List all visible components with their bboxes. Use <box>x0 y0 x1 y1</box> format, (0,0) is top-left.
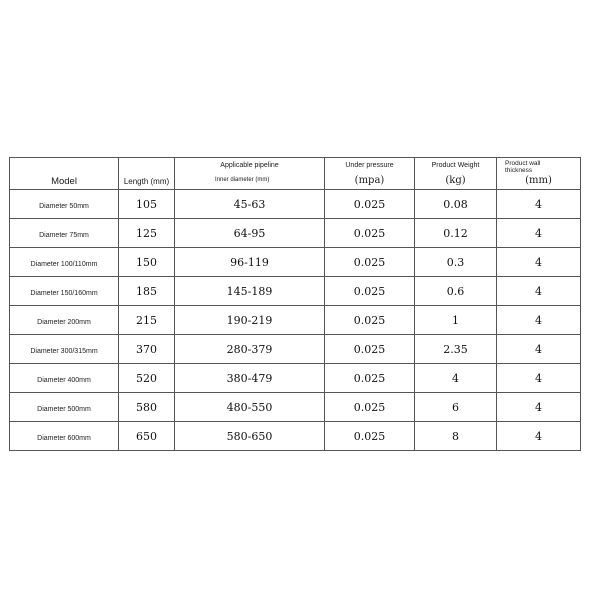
cell-pipeline <box>175 364 325 393</box>
cell-weight <box>415 219 497 248</box>
cell-model <box>10 277 119 306</box>
weight-value: 0.08 <box>443 198 468 211</box>
header-model-cell <box>10 158 119 190</box>
model-value: Diameter 50mm <box>39 203 89 210</box>
header-pipeline-sub: Inner diameter (mm) <box>215 177 270 183</box>
cell-wall <box>497 219 581 248</box>
length-value: 650 <box>136 430 157 443</box>
cell-length <box>119 219 175 248</box>
cell-weight <box>415 277 497 306</box>
model-value: Diameter 400mm <box>37 377 91 384</box>
cell-wall <box>497 364 581 393</box>
wall-value: 4 <box>535 401 542 414</box>
pressure-value: 0.025 <box>353 343 386 356</box>
header-weight-unit: (kg) <box>445 175 466 186</box>
table-row <box>10 364 581 393</box>
weight-value: 0.6 <box>446 285 465 298</box>
pressure-value: 0.025 <box>353 372 386 385</box>
cell-pressure <box>325 422 415 451</box>
cell-model <box>10 393 119 422</box>
weight-value: 0.12 <box>443 227 468 240</box>
weight-value: 0.3 <box>446 256 465 269</box>
wall-value: 4 <box>535 314 542 327</box>
length-value: 185 <box>136 285 157 298</box>
cell-wall <box>497 422 581 451</box>
model-value: Diameter 150/160mm <box>30 290 98 297</box>
length-value: 520 <box>136 372 157 385</box>
cell-length <box>119 248 175 277</box>
pipeline-value: 580-650 <box>226 430 273 443</box>
cell-weight <box>415 306 497 335</box>
wall-value: 4 <box>535 285 542 298</box>
cell-pipeline <box>175 219 325 248</box>
pipeline-value: 64-95 <box>233 227 266 240</box>
pipeline-value: 380-479 <box>226 372 273 385</box>
pipeline-value: 280-379 <box>226 343 273 356</box>
weight-value: 8 <box>452 430 459 443</box>
cell-model <box>10 219 119 248</box>
pressure-value: 0.025 <box>353 256 386 269</box>
pipeline-value: 145-189 <box>226 285 273 298</box>
wall-value: 4 <box>535 198 542 211</box>
cell-weight <box>415 190 497 219</box>
cell-model <box>10 364 119 393</box>
header-pressure-cell <box>325 158 415 190</box>
cell-weight <box>415 248 497 277</box>
cell-pressure <box>325 335 415 364</box>
header-pipeline: Applicable pipeline <box>220 162 279 169</box>
pressure-value: 0.025 <box>353 430 386 443</box>
cell-pressure <box>325 364 415 393</box>
length-value: 105 <box>136 198 157 211</box>
header-wall-unit: (mm) <box>525 175 552 186</box>
cell-weight <box>415 335 497 364</box>
wall-value: 4 <box>535 256 542 269</box>
cell-pressure <box>325 248 415 277</box>
spec-table <box>9 157 581 451</box>
weight-value: 2.35 <box>443 343 468 356</box>
header-wall: Product wall thickness <box>505 160 541 174</box>
cell-wall <box>497 335 581 364</box>
cell-pressure <box>325 219 415 248</box>
model-value: Diameter 200mm <box>37 319 91 326</box>
length-value: 370 <box>136 343 157 356</box>
pipeline-value: 96-119 <box>230 256 269 269</box>
model-value: Diameter 500mm <box>37 406 91 413</box>
header-length: Length (mm) <box>123 177 170 186</box>
cell-model <box>10 306 119 335</box>
cell-length <box>119 393 175 422</box>
table-header-row <box>10 158 581 190</box>
cell-model <box>10 190 119 219</box>
pressure-value: 0.025 <box>353 227 386 240</box>
cell-weight <box>415 364 497 393</box>
table-row <box>10 422 581 451</box>
model-value: Diameter 100/110mm <box>30 261 98 268</box>
cell-length <box>119 335 175 364</box>
table-row <box>10 277 581 306</box>
cell-length <box>119 306 175 335</box>
model-value: Diameter 75mm <box>39 232 89 239</box>
length-value: 215 <box>136 314 157 327</box>
header-length-cell <box>119 158 175 190</box>
cell-pipeline <box>175 335 325 364</box>
pressure-value: 0.025 <box>353 401 386 414</box>
wall-value: 4 <box>535 227 542 240</box>
table-row <box>10 393 581 422</box>
cell-weight <box>415 393 497 422</box>
cell-model <box>10 335 119 364</box>
header-pressure: Under pressure <box>345 162 394 169</box>
header-model: Model <box>51 176 77 187</box>
cell-wall <box>497 393 581 422</box>
cell-pressure <box>325 393 415 422</box>
cell-pipeline <box>175 190 325 219</box>
length-value: 150 <box>136 256 157 269</box>
cell-wall <box>497 277 581 306</box>
wall-value: 4 <box>535 372 542 385</box>
cell-wall <box>497 306 581 335</box>
cell-length <box>119 277 175 306</box>
header-wall-cell <box>497 158 581 190</box>
cell-wall <box>497 248 581 277</box>
header-weight-cell <box>415 158 497 190</box>
wall-value: 4 <box>535 343 542 356</box>
weight-value: 6 <box>452 401 459 414</box>
pipeline-value: 480-550 <box>226 401 273 414</box>
weight-value: 4 <box>452 372 459 385</box>
cell-pipeline <box>175 306 325 335</box>
header-weight: Product Weight <box>431 162 480 169</box>
table-row <box>10 248 581 277</box>
cell-pipeline <box>175 277 325 306</box>
spec-table-body <box>10 158 581 451</box>
cell-model <box>10 248 119 277</box>
table-row <box>10 306 581 335</box>
cell-pipeline <box>175 422 325 451</box>
model-value: Diameter 600mm <box>37 435 91 442</box>
cell-length <box>119 364 175 393</box>
cell-pressure <box>325 306 415 335</box>
weight-value: 1 <box>452 314 459 327</box>
cell-model <box>10 422 119 451</box>
cell-pressure <box>325 190 415 219</box>
table-row <box>10 335 581 364</box>
cell-length <box>119 422 175 451</box>
length-value: 580 <box>136 401 157 414</box>
pipeline-value: 190-219 <box>226 314 273 327</box>
header-pressure-unit: (mpa) <box>354 175 385 186</box>
cell-weight <box>415 422 497 451</box>
pressure-value: 0.025 <box>353 198 386 211</box>
model-value: Diameter 300/315mm <box>30 348 98 355</box>
table-row <box>10 190 581 219</box>
pipeline-value: 45-63 <box>233 198 266 211</box>
cell-length <box>119 190 175 219</box>
table-row <box>10 219 581 248</box>
cell-pipeline <box>175 393 325 422</box>
pressure-value: 0.025 <box>353 314 386 327</box>
header-pipeline-cell <box>175 158 325 190</box>
cell-wall <box>497 190 581 219</box>
length-value: 125 <box>136 227 157 240</box>
cell-pipeline <box>175 248 325 277</box>
wall-value: 4 <box>535 430 542 443</box>
cell-pressure <box>325 277 415 306</box>
pressure-value: 0.025 <box>353 285 386 298</box>
